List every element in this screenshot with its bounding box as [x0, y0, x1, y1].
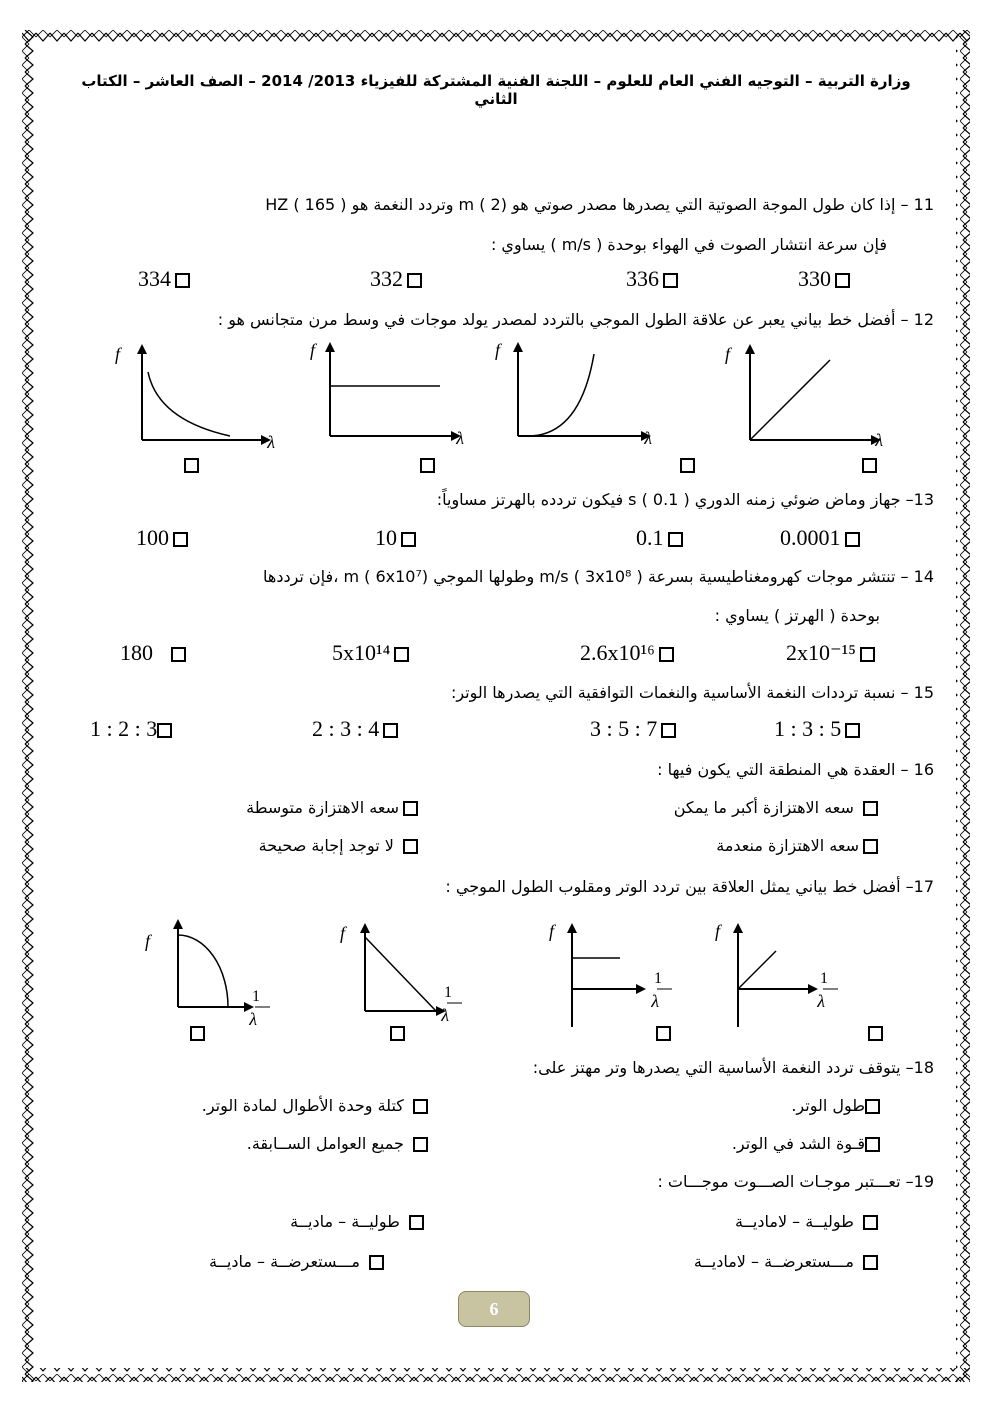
q18-option-b-text: كتلة وحدة الأطوال لمادة الوتر.: [201, 1096, 404, 1115]
q19-option-b-text: طوليــة – ماديــة: [290, 1212, 400, 1231]
q15-option-a-text: 1 : 3 : 5: [774, 716, 842, 741]
q13-option-d-text: 100: [136, 525, 169, 550]
q12-graph-c-ylabel: f: [494, 340, 500, 360]
q12-checkbox-c[interactable]: [680, 458, 695, 473]
checkbox-icon[interactable]: [659, 647, 674, 662]
q12-graph-c-xlabel: λ: [644, 428, 652, 448]
q12-graph-b-xlabel: λ: [456, 428, 464, 448]
q19-option-d-text: مـــستعرضــة – ماديــة: [208, 1252, 360, 1271]
q19-option-c-text: مـــستعرضــة – لاماديــة: [693, 1252, 854, 1271]
q18-option-a[interactable]: [791, 1096, 880, 1115]
q16-option-d-text: لا توجد إجابة صحيحة: [258, 836, 394, 855]
q17-graph-a-xden: λ: [249, 1009, 257, 1029]
checkbox-icon[interactable]: [860, 647, 875, 662]
q11-option-a-text: 330: [798, 266, 831, 291]
q17-graph-c-xden: λ: [651, 991, 659, 1011]
q15-option-c-text: 2 : 3 : 4: [312, 716, 380, 741]
checkbox-icon[interactable]: [865, 1099, 880, 1114]
page-number: 6: [458, 1291, 530, 1327]
checkbox-icon[interactable]: [865, 1137, 880, 1152]
q18-option-d[interactable]: [247, 1134, 432, 1153]
q13-option-c[interactable]: [375, 525, 420, 551]
checkbox-icon[interactable]: [845, 723, 860, 738]
q12-checkbox-a[interactable]: [184, 458, 199, 473]
q14-line2: بوحدة ( الهرتز ) يساوي :: [714, 606, 880, 625]
q17-graph-d: [715, 921, 838, 1027]
q16-option-a-text: سعه الاهتزازة أكبر ما يمكن: [673, 798, 854, 817]
q13-line1: 13– جهاز وماض ضوئي زمنه الدوري s ( 0.1 ) فيكون تردده بالهرتز مساوياً:: [436, 490, 934, 509]
q11-option-b[interactable]: [626, 266, 682, 292]
q11-line1: 11 – إذا كان طول الموجة الصوتية التي يصدرها مصدر صوتي هو m ( 2) وتردد النغمة هو HZ ( 165 ): [265, 195, 934, 214]
checkbox-icon[interactable]: [409, 1215, 424, 1230]
q11-option-b-text: 336: [626, 266, 659, 291]
page-header: وزارة التربية – التوجيه الفني العام للعلوم – اللجنة الفنية المشتركة للفيزياء 2013/ 2014 – الصف العاشر – الكتاب الثاني: [81, 72, 911, 108]
q17-graph-c-ylabel: f: [548, 921, 554, 941]
checkbox-icon[interactable]: [394, 647, 409, 662]
q18-option-a-text: طول الوتر.: [791, 1096, 865, 1115]
q18-option-c[interactable]: [732, 1134, 880, 1153]
q17-graph-d-ylabel: f: [714, 921, 720, 941]
checkbox-icon[interactable]: [171, 647, 186, 662]
q17-graphs: [140, 915, 860, 1040]
q11-option-d-text: 334: [138, 266, 171, 291]
checkbox-icon[interactable]: [401, 532, 416, 547]
q12-graph-d: [725, 344, 883, 450]
q15-option-d-text: 1 : 2 : 3: [90, 716, 158, 741]
q12-graphs: [110, 340, 910, 460]
q17-graph-b: [340, 923, 462, 1025]
q12-checkbox-d[interactable]: [862, 458, 877, 473]
q14-option-b[interactable]: [580, 640, 678, 666]
q16-option-c[interactable]: [716, 836, 882, 855]
q15-line1: 15 – نسبة ترددات النغمة الأساسية والنغمات التوافقية التي يصدرها الوتر:: [450, 683, 934, 702]
q15-option-b[interactable]: [590, 716, 680, 742]
q17-checkbox-b[interactable]: [390, 1026, 405, 1041]
q17-graph-c-xnum: 1: [654, 970, 662, 987]
checkbox-icon[interactable]: [407, 273, 422, 288]
q19-option-a-text: طوليــة – لاماديــة: [734, 1212, 854, 1231]
checkbox-icon[interactable]: [661, 723, 676, 738]
q12-line1: 12 – أفضل خط بياني يعبر عن علاقة الطول الموجي بالتردد لمصدر يولد موجات في وسط مرن متجانس هو :: [217, 310, 934, 329]
checkbox-icon[interactable]: [403, 839, 418, 854]
checkbox-icon[interactable]: [157, 723, 172, 738]
q11-option-d[interactable]: [138, 266, 194, 292]
q17-graph-a: [145, 919, 270, 1029]
q14-option-d-text: 180: [120, 640, 153, 665]
q16-option-b[interactable]: [246, 798, 422, 817]
q11-line2: فإن سرعة انتشار الصوت في الهواء بوحدة ( m/s ) يساوي :: [490, 235, 887, 254]
q17-graph-b-ylabel: f: [339, 923, 345, 943]
q14-line1: 14 – تنتشر موجات كهرومغناطيسية بسرعة m/s ( 3x10⁸ ) وطولها الموجي m ( 6x10⁷) ،فإن ترددها: [263, 567, 934, 586]
q11-option-c[interactable]: [370, 266, 426, 292]
checkbox-icon[interactable]: [369, 1255, 384, 1270]
checkbox-icon[interactable]: [383, 723, 398, 738]
q15-option-c[interactable]: [312, 716, 402, 742]
q18-option-b[interactable]: [202, 1096, 432, 1115]
q16-line1: 16 – العقدة هي المنطقة التي يكون فيها :: [657, 760, 934, 779]
checkbox-icon[interactable]: [413, 1137, 428, 1152]
checkbox-icon[interactable]: [863, 801, 878, 816]
q19-option-c[interactable]: [694, 1252, 882, 1271]
q13-option-b-text: 0.1: [636, 525, 664, 550]
q17-line1: 17– أفضل خط بياني يمثل العلاقة بين تردد الوتر ومقلوب الطول الموجي :: [445, 877, 934, 896]
q16-option-d[interactable]: [259, 836, 422, 855]
q17-graph-a-ylabel: f: [144, 931, 150, 951]
q15-option-b-text: 3 : 5 : 7: [590, 716, 658, 741]
q12-graph-b: [310, 340, 464, 448]
q12-graph-b-ylabel: f: [309, 340, 315, 360]
q14-option-d[interactable]: [120, 640, 190, 666]
checkbox-icon[interactable]: [845, 532, 860, 547]
q19-line1: 19– تعـــتبر موجـات الصـــوت موجـــات :: [657, 1172, 934, 1191]
checkbox-icon[interactable]: [403, 801, 418, 816]
q12-graph-a: [115, 344, 275, 452]
q15-option-d[interactable]: [90, 716, 176, 742]
q13-option-d[interactable]: [136, 525, 192, 551]
q12-graph-a-xlabel: λ: [267, 432, 275, 452]
q17-checkbox-d[interactable]: [868, 1026, 883, 1041]
q14-option-a[interactable]: [786, 640, 879, 666]
q17-graph-a-xnum: 1: [252, 988, 260, 1005]
q19-option-a[interactable]: [735, 1212, 882, 1231]
q16-option-a[interactable]: [674, 798, 882, 817]
q13-option-a[interactable]: [780, 525, 864, 551]
q18-option-d-text: جميع العوامل الســابقة.: [246, 1134, 404, 1153]
q12-graph-a-ylabel: f: [114, 344, 120, 364]
q14-option-c-text: 5x10¹⁴: [332, 640, 391, 665]
q11-option-c-text: 332: [370, 266, 403, 291]
checkbox-icon[interactable]: [863, 839, 878, 854]
q17-graph-d-xnum: 1: [820, 970, 828, 987]
checkbox-icon[interactable]: [863, 1215, 878, 1230]
q17-checkbox-a[interactable]: [190, 1026, 205, 1041]
q12-graph-c: [495, 340, 652, 448]
checkbox-icon[interactable]: [835, 273, 850, 288]
q13-option-c-text: 10: [375, 525, 397, 550]
q15-option-a[interactable]: [774, 716, 864, 742]
q16-option-b-text: سعه الاهتزازة متوسطة: [246, 798, 399, 817]
q14-option-b-text: 2.6x10¹⁶: [580, 640, 655, 665]
q17-graph-b-xden: λ: [441, 1005, 449, 1025]
q17-graph-d-xden: λ: [817, 991, 825, 1011]
q17-graph-b-xnum: 1: [444, 984, 452, 1001]
checkbox-icon[interactable]: [863, 1255, 878, 1270]
q17-checkbox-c[interactable]: [656, 1026, 671, 1041]
q12-graph-d-xlabel: λ: [875, 430, 883, 450]
q12-graph-d-ylabel: f: [724, 344, 730, 364]
checkbox-icon[interactable]: [663, 273, 678, 288]
q11-option-a[interactable]: [798, 266, 854, 292]
q13-option-a-text: 0.0001: [780, 525, 841, 550]
checkbox-icon[interactable]: [668, 532, 683, 547]
checkbox-icon[interactable]: [173, 532, 188, 547]
checkbox-icon[interactable]: [413, 1099, 428, 1114]
q19-option-d[interactable]: [209, 1252, 388, 1271]
q14-option-c[interactable]: [332, 640, 413, 666]
q13-option-b[interactable]: [636, 525, 687, 551]
q19-option-b[interactable]: [290, 1212, 428, 1231]
checkbox-icon[interactable]: [175, 273, 190, 288]
q14-option-a-text: 2x10⁻¹⁵: [786, 640, 856, 665]
q17-graph-c: [549, 921, 672, 1027]
q16-option-c-text: سعه الاهتزازة منعدمة: [716, 836, 859, 855]
q18-line1: 18– يتوقف تردد النغمة الأساسية التي يصدرها وتر مهتز على:: [532, 1058, 934, 1077]
q18-option-c-text: قـوة الشد في الوتر.: [731, 1134, 865, 1153]
q12-checkbox-b[interactable]: [420, 458, 435, 473]
